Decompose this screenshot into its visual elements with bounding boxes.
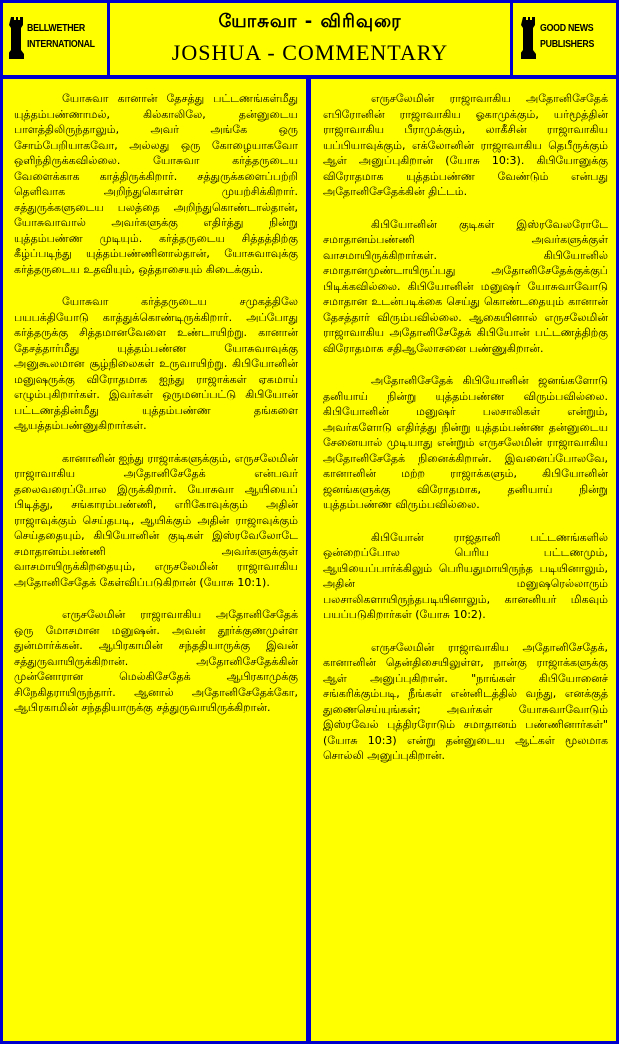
right-logo-line1: GOOD NEWS (540, 23, 594, 34)
paragraph: யோசுவா கானான் தேசத்து பட்டணங்கள்மீது யுத்தம்பண்ணாமல், கில்காலிலே, தன்னுடைய பாளத்திலிருந்தாலும், அவர் அங்கே ஒரு சோம்பேறியாகவோ, அல்லது ஒரு கோழையாகவோ ஒளிந்திருக்கவில்லை. யோசுவா கர்த்தருடைய வேளைக்காக காத்திருக்கிறார். சத்துருக்களைப்பற்றி தெளிவாக அறிந்துகொள்ள முயற்சிக்கிறார். சத்துருக்களுடைய பலத்தை அறிந்துகொண்டால்தான், யோசுவாவால் அவர்களுக்கு எதிர்த்து நின்று யுத்தம்பண்ண முடியும். கர்த்தருடைய சித்தத்திற்கு கீழ்ப்படிந்து யுத்தம்பண்ணினால்தான், யோசுவாவுக்கு கர்த்தருடைய உதவியும், ஒத்தாசையும் கிடைக்கும். (14, 92, 298, 276)
right-column (311, 79, 616, 1041)
right-logo-line2: PUBLISHERS (540, 39, 595, 50)
paragraph: அதோனிசேதேக் கிபியோனின் ஜனங்களோடு தனியாய் நின்று யுத்தம்பண்ண விரும்பவில்லை. கிபியோனின் மனுஷர் பலசாலிகள் என்றும், அவர்களோடு எதிர்த்து நின்று யுத்தம்பண்ண தன்னுடைய சேனையால் முடியாது என்றும் எருசலேமின் ராஜாவாகிய அதோனிசேதேக் நினைக்கிறான். இவனைப்போலவே, கானானின் மற்ற ராஜாக்களும், கிபியோனின் ஜனங்களுக்கு விரோதமாக, தனியாய் நின்று யுத்தம்பண்ண விரும்பவில்லை. (323, 374, 608, 511)
paragraph: யோசுவா கர்த்தருடைய சமுகத்திலே பயபக்தியோடு காத்துக்கொண்டிருக்கிறார். அப்போது கர்த்தருக்கு சித்தமானவேளை உண்டாயிற்று. கானான் தேசத்தார்மீது யுத்தம்பண்ண யோசுவாவுக்கு அனுகூலமான சூழ்நிலைகள் உருவாயிற்று. கிபியோனின் மனுஷருக்கு விரோதமாக ஐந்து ராஜாக்கள் ஏகமாய் எழும்புகிறார்கள். இவர்கள் ஒருமனப்பட்டு கிபியோன் பட்டணத்தின்மீது யுத்தம்பண்ண தங்களை ஆயத்தம்பண்ணுகிறார்கள். (14, 295, 298, 432)
paragraph: எருசலேமின் ராஜாவாகிய அதோனிசேதேக் ஒரு மோசமான மனுஷன். அவன் தூர்க்குணமுள்ள துன்மார்க்கன். ஆபிரகாமின் சந்ததியாருக்கு இவன் சத்துருவாயிருக்கிறான். அதோனிசேதேக்கின் முன்னோரான மெல்கிசேதேக் ஆபிரகாமுக்கு சிநேகிதராயிருந்தார். ஆனால் அதோனிசேதேக்கோ, ஆபிரகாமின் சந்ததியாருக்கு சத்துருவாயிருக்கிறான். (14, 608, 298, 714)
paragraph: எருசலேமின் ராஜாவாகிய அதோனிசேதேக், கானானின் தென்திசையிலுள்ள, நான்கு ராஜாக்களுக்கு ஆள் அனுப்புகிறான். "நாங்கள் கிபியோனைச் சங்கரிக்கும்படி, நீங்கள் என்னிடத்தில் வந்து, எனக்குத் துணைசெய்யுங்கள்; அவர்கள் யோசுவாவோடும் இஸ்ரவேல் புத்திரரோடும் சமாதானம் பண்ணினார்கள்" (யோசு 10:3) என்று தன்னுடைய ஆட்கள் மூலமாக சொல்லி அனுப்புகிறான். (323, 640, 608, 762)
page-title-tamil: யோசுவா - விரிவுரை (218, 11, 402, 32)
chess-rook-icon (521, 17, 537, 63)
chess-rook-icon (9, 17, 25, 63)
paragraph: கிபியோனின் குடிகள் இஸ்ரவேலரோடே சமாதானம்பண்ணி அவர்களுக்குள் வாசமாயிருக்கிறார்கள். கிபியோனில் சமாதானமுண்டாயிருப்பது அதோனிசேதேக்குக்குப் பிடிக்கவில்லை. கிபியோனின் மனுஷர் யோசுவாவோடு சமாதான உடன்படிக்கை செய்து கொண்டதையும் கானான் தேசத்தார் விரும்பவில்லை. ஆகையினால் எருசலேமின் ராஜாவாகிய அதோனிசேதேக் கிபியோன் பட்டணத்திற்கு விரோதமாக சதிஆலோசனை பண்ணுகிறான். (323, 217, 608, 355)
bellwether-logo (3, 3, 107, 75)
paragraph: கானானின் ஐந்து ராஜாக்களுக்கும், எருசலேமின் ராஜாவாகிய அதோனிசேதேக் என்பவர் தலைவரைப்போல இருக்கிறார். யோசுவா ஆயியைப் பிடித்து, சங்காரம்பண்ணி, எரிகோவுக்கும் அதின் ராஜாவுக்கும் செய்தபடி, ஆயிக்கும் அதின் ராஜாவுக்கும் செய்ததையும், கிபியோனின் குடிகள் இஸ்ரவேலோடே சமாதானம்பண்ணி அவர்களுக்குள் வாசமாயிருக்கிறதையும், எருசலேமின் ராஜாவாகிய அதோனிசேதேக் கேள்விப்படுகிறான் (யோசு 10:1). (14, 451, 298, 589)
left-logo-line1: BELLWETHER (27, 23, 85, 34)
good-news-logo (513, 3, 616, 75)
paragraph: கிபியோன் ராஜதானி பட்டணங்களில் ஒன்றைப்போல பெரிய பட்டணமும், ஆயியைப்பார்க்கிலும் பெரியதுமாயிருந்த படியினாலும், அதின் மனுஷரெல்லாரும் பலசாலிகளாயிருந்தபடியினாலும், கானனியர் மிகவும் பயப்படுகிறார்கள் (யோசு 10:2). (323, 530, 608, 621)
page-title-english: JOSHUA - COMMENTARY (171, 40, 449, 65)
title-banner (110, 3, 510, 75)
paragraph: எருசலேமின் ராஜாவாகிய அதோனிசேதேக் எபிரோனின் ராஜாவாகிய ஓகாமுக்கும், யர்மூத்தின் ராஜாவாகிய பீராமுக்கும், லாகீசின் ராஜாவாகிய யப்பியாவுக்கும், எக்லோனின் ராஜாவாகிய தெபீருக்கும் ஆள் அனுப்புகிறான் (யோசு 10:3). கிபியோனுக்கு விரோதமாக யுத்தம்பண்ண வேண்டும் என்பது அதோனிசேதேக்கின் திட்டம். (323, 92, 608, 198)
left-column (3, 79, 306, 1041)
left-logo-line2: INTERNATIONAL (27, 39, 95, 50)
